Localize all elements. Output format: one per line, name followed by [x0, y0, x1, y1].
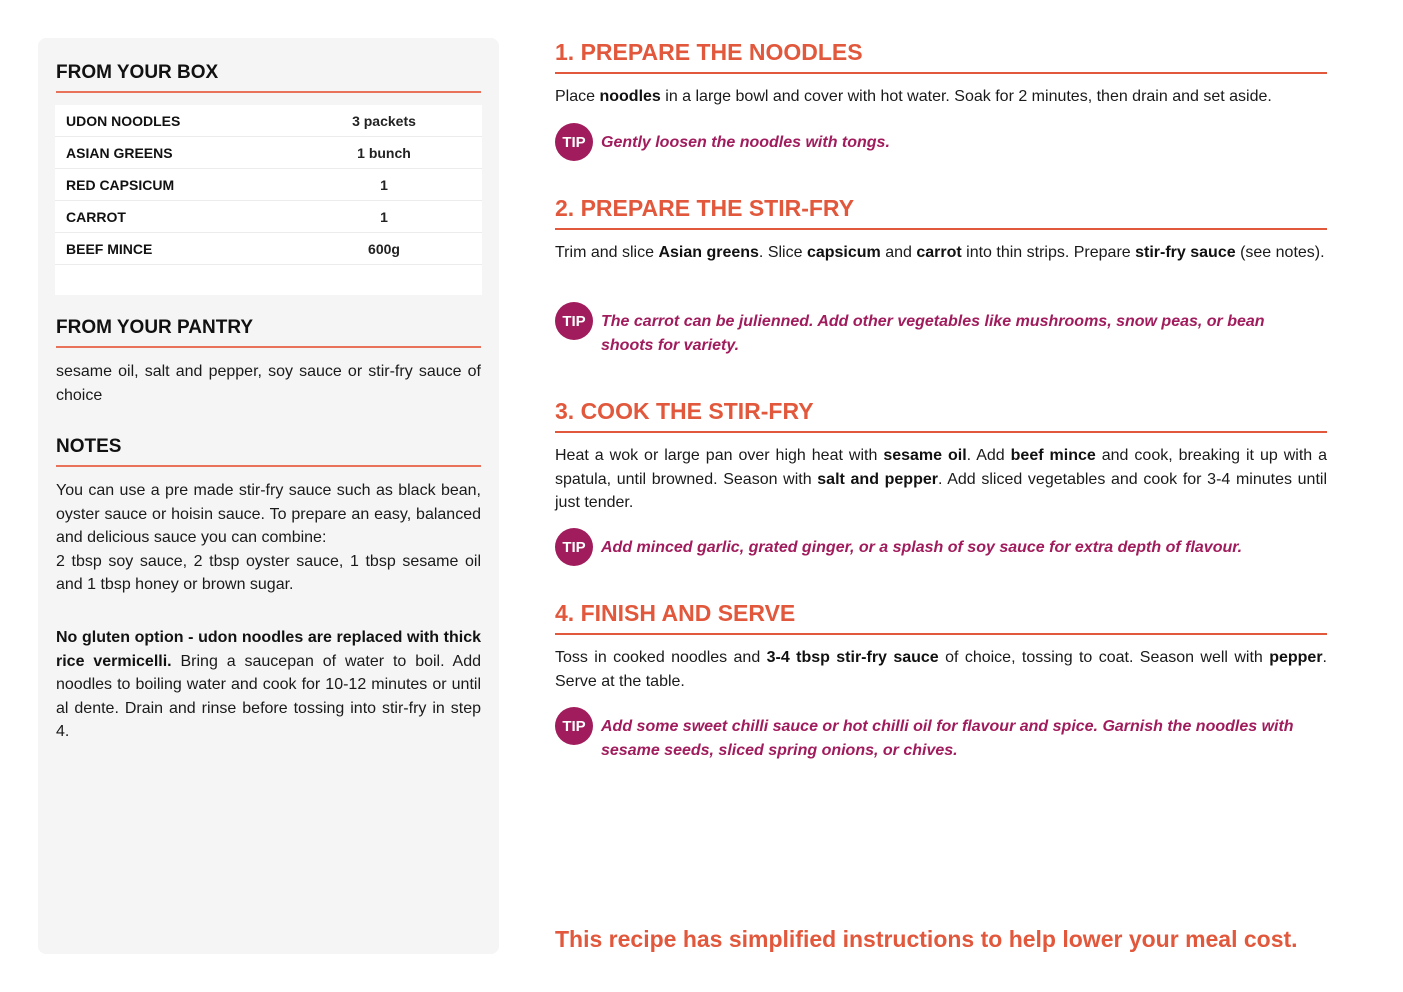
instruction-text: and cook, breaking it up with a spatula, until browned. Season with [555, 447, 1328, 488]
bold-ingredient: noodles [599, 88, 661, 105]
ingredient-qty: 1 bunch [357, 144, 411, 161]
step-1-body [555, 85, 1327, 109]
ingredient-name: UDON NOODLES [66, 112, 181, 129]
ingredient-name: ASIAN GREENS [66, 144, 173, 161]
tip-text: The carrot can be julienned. Add other vegetables like mushrooms, snow peas, or bean shoots for variety. [601, 313, 1265, 354]
instruction-text: . Add sliced vegetables and cook for 3-4 minutes until just tender. [555, 470, 1328, 511]
instruction-text: . Add [966, 447, 1011, 464]
instruction-text: . Serve at the table. [555, 649, 1327, 690]
bold-ingredient: beef mince [1010, 447, 1096, 464]
gluten-free-text: Bring a saucepan of water to boil. Add noodles to boiling water and cook for 10-12 minutes or until al dente. Drain and rinse before tossing into stir-fry in step 4. [56, 652, 482, 740]
ingredient-qty: 1 [380, 176, 388, 193]
instruction-text: Place [555, 88, 600, 105]
instruction-text: in a large bowl and cover with hot water. Soak for 2 minutes, then drain and set aside. [660, 88, 1272, 105]
table-row [55, 105, 482, 137]
instruction-text: Toss in cooked noodles and [555, 649, 767, 666]
bold-ingredient: stir-fry sauce [1135, 244, 1236, 261]
step-4-body [555, 646, 1327, 693]
instruction-text: and [880, 244, 917, 261]
step-3-heading: 3. COOK THE STIR-FRY [555, 398, 1327, 433]
tip-text: Add some sweet chilli sauce or hot chilli oil for flavour and spice. Garnish the noodles with sesame seeds, sliced spring onions, or chives. [601, 718, 1294, 759]
ingredient-name: RED CAPSICUM [66, 176, 175, 193]
bold-ingredient: salt and pepper [817, 470, 938, 488]
tip-text: Add minced garlic, grated ginger, or a splash of soy sauce for extra depth of flavour. [601, 539, 1243, 556]
step-3-body [555, 444, 1327, 515]
ingredient-name: BEEF MINCE [66, 240, 153, 257]
step-2-heading: 2. PREPARE THE STIR-FRY [555, 195, 1327, 230]
footer-note: This recipe has simplified instructions to help lower your meal cost. [555, 926, 1298, 952]
notes-heading: NOTES [56, 436, 481, 467]
notes-text [56, 479, 481, 597]
bold-ingredient: capsicum [806, 244, 881, 261]
bold-ingredient: sesame oil [883, 447, 967, 464]
bold-ingredient: carrot [916, 244, 962, 261]
ingredient-qty: 3 packets [352, 112, 416, 129]
instruction-text: . Slice [758, 244, 807, 261]
bold-ingredient: 3-4 tbsp stir-fry sauce [766, 649, 939, 666]
ingredient-qty: 1 [380, 208, 388, 225]
gluten-free-note [56, 626, 481, 744]
step-1-heading: 1. PREPARE THE NOODLES [555, 39, 1327, 74]
tip-badge: TIP [555, 302, 593, 340]
instruction-text: Heat a wok or large pan over high heat with [555, 447, 884, 464]
tip-text: Gently loosen the noodles with tongs. [601, 134, 890, 151]
ingredients-sidebar [38, 38, 499, 954]
pantry-text: sesame oil, salt and pepper, soy sauce or stir-fry sauce of choice [56, 363, 481, 404]
notes-paragraph: You can use a pre made stir-fry sauce such as black bean, oyster sauce or hoisin sauce. To prepare an easy, balanced and delicious sauce you can combine: [56, 482, 481, 546]
ingredient-qty: 600g [368, 240, 400, 257]
tip-badge: TIP [555, 707, 593, 745]
bold-ingredient: pepper [1269, 649, 1323, 666]
box-heading: FROM YOUR BOX [56, 62, 481, 93]
table-row [55, 233, 482, 265]
pantry-heading: FROM YOUR PANTRY [56, 317, 481, 348]
instruction-text: of choice, tossing to coat. Season well with [938, 649, 1270, 666]
table-row [55, 137, 482, 169]
instruction-text: (see notes). [1235, 244, 1325, 261]
instruction-text: into thin strips. Prepare [961, 244, 1136, 261]
notes-sauce-recipe: 2 tbsp soy sauce, 2 tbsp oyster sauce, 1 tbsp sesame oil and 1 tbsp honey or brown sugar. [56, 552, 481, 593]
ingredient-name: CARROT [66, 208, 126, 225]
gluten-free-title: No gluten option - udon noodles are replaced with thick rice vermicelli. [56, 629, 481, 670]
step-4-heading: 4. FINISH AND SERVE [555, 600, 1327, 635]
bold-ingredient: Asian greens [658, 244, 759, 261]
instruction-text: Trim and slice [555, 244, 659, 261]
tip-badge: TIP [555, 528, 593, 566]
table-row [55, 169, 482, 201]
table-row [55, 201, 482, 233]
box-ingredients-table [55, 105, 482, 295]
step-2-body [555, 241, 1327, 265]
tip-badge: TIP [555, 123, 593, 161]
